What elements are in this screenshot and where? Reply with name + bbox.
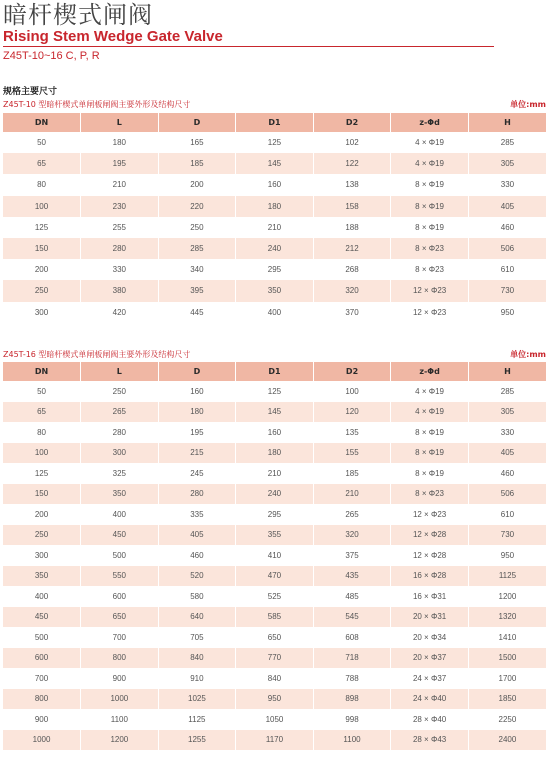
table-cell: 700	[81, 627, 159, 648]
table-cell: 8 × Φ19	[391, 217, 469, 238]
table-cell: 210	[236, 463, 314, 484]
table-cell: 840	[158, 648, 236, 669]
table-row	[3, 566, 546, 587]
table-cell: 730	[468, 280, 546, 301]
section-title: 规格主要尺寸	[3, 87, 58, 97]
table-cell: 460	[158, 545, 236, 566]
table-cell: 195	[81, 153, 159, 174]
table-cell: 420	[81, 302, 159, 323]
table-row	[3, 174, 546, 195]
table-cell: 200	[3, 259, 81, 280]
table-cell: 8 × Φ19	[391, 422, 469, 443]
table-cell: 4 × Φ19	[391, 381, 469, 402]
table-cell: 80	[3, 422, 81, 443]
table-cell: 100	[3, 196, 81, 217]
table-cell: 100	[3, 443, 81, 464]
table-cell: 180	[81, 132, 159, 153]
table-cell: 410	[236, 545, 314, 566]
column-header: D	[158, 362, 236, 381]
table-cell: 900	[81, 668, 159, 689]
table-cell: 1170	[236, 730, 314, 751]
table-cell: 1700	[468, 668, 546, 689]
table-cell: 610	[468, 259, 546, 280]
table-cell: 350	[3, 566, 81, 587]
table-cell: 50	[3, 132, 81, 153]
table-cell: 155	[313, 443, 391, 464]
table-cell: 1500	[468, 648, 546, 669]
table-cell: 1850	[468, 689, 546, 710]
table-cell: 285	[468, 381, 546, 402]
table-cell: 8 × Φ23	[391, 259, 469, 280]
table-row	[3, 504, 546, 525]
table-cell: 12 × Φ23	[391, 302, 469, 323]
table-cell: 1000	[81, 689, 159, 710]
table-row	[3, 648, 546, 669]
table-cell: 12 × Φ28	[391, 545, 469, 566]
table-cell: 135	[313, 422, 391, 443]
table-cell: 220	[158, 196, 236, 217]
table-cell: 950	[468, 302, 546, 323]
table1-unit: 单位:mm	[510, 100, 546, 109]
table-cell: 265	[81, 402, 159, 423]
table-cell: 185	[313, 463, 391, 484]
table-cell: 250	[81, 381, 159, 402]
table-row	[3, 627, 546, 648]
table-cell: 335	[158, 504, 236, 525]
table-cell: 122	[313, 153, 391, 174]
table-cell: 28 × Φ40	[391, 709, 469, 730]
table2-caption: Z45T-16 型暗杆楔式单闸板闸阀主要外形及结构尺寸	[3, 350, 191, 359]
table-cell: 545	[313, 607, 391, 628]
table-cell: 2400	[468, 730, 546, 751]
table-cell: 65	[3, 402, 81, 423]
table-cell: 158	[313, 196, 391, 217]
table-cell: 28 × Φ43	[391, 730, 469, 751]
table-cell: 12 × Φ23	[391, 280, 469, 301]
table-cell: 1100	[81, 709, 159, 730]
table-cell: 160	[158, 381, 236, 402]
column-header: DN	[3, 113, 81, 132]
table-cell: 12 × Φ23	[391, 504, 469, 525]
table-cell: 185	[158, 153, 236, 174]
column-header: L	[81, 113, 159, 132]
table-cell: 125	[236, 132, 314, 153]
table-cell: 8 × Φ19	[391, 463, 469, 484]
column-header: D1	[236, 113, 314, 132]
dimension-table-z45t-10	[3, 113, 546, 323]
table-cell: 80	[3, 174, 81, 195]
table-cell: 4 × Φ19	[391, 402, 469, 423]
table-cell: 608	[313, 627, 391, 648]
table-row	[3, 196, 546, 217]
table-cell: 4 × Φ19	[391, 132, 469, 153]
table-cell: 585	[236, 607, 314, 628]
table-row	[3, 217, 546, 238]
page-title-cn: 暗杆楔式闸阀	[3, 1, 153, 29]
table-row	[3, 259, 546, 280]
column-header: z-Φd	[391, 362, 469, 381]
table-cell: 470	[236, 566, 314, 587]
table1-caption: Z45T-10 型暗杆楔式单闸板闸阀主要外形及结构尺寸	[3, 100, 191, 109]
table-cell: 160	[236, 422, 314, 443]
table-cell: 265	[313, 504, 391, 525]
table-cell: 435	[313, 566, 391, 587]
table-cell: 800	[3, 689, 81, 710]
table-cell: 210	[81, 174, 159, 195]
table-cell: 500	[81, 545, 159, 566]
table-cell: 300	[81, 443, 159, 464]
title-divider	[3, 46, 494, 47]
table-cell: 212	[313, 238, 391, 259]
table-cell: 255	[81, 217, 159, 238]
table-cell: 405	[158, 525, 236, 546]
table-cell: 12 × Φ28	[391, 525, 469, 546]
table-row	[3, 422, 546, 443]
column-header: z-Φd	[391, 113, 469, 132]
table-cell: 770	[236, 648, 314, 669]
table-cell: 340	[158, 259, 236, 280]
table-row	[3, 402, 546, 423]
table-cell: 400	[236, 302, 314, 323]
table-cell: 20 × Φ34	[391, 627, 469, 648]
column-header: D	[158, 113, 236, 132]
table-cell: 400	[3, 586, 81, 607]
table-cell: 100	[313, 381, 391, 402]
table-cell: 580	[158, 586, 236, 607]
column-header: H	[468, 362, 546, 381]
table-cell: 295	[236, 504, 314, 525]
table-cell: 210	[313, 484, 391, 505]
table-cell: 305	[468, 153, 546, 174]
table-cell: 280	[158, 484, 236, 505]
table-row	[3, 280, 546, 301]
table-cell: 900	[3, 709, 81, 730]
table-cell: 330	[468, 174, 546, 195]
table-row	[3, 443, 546, 464]
table-cell: 20 × Φ37	[391, 648, 469, 669]
table-cell: 50	[3, 381, 81, 402]
table-row	[3, 238, 546, 259]
table-cell: 550	[81, 566, 159, 587]
table-cell: 325	[81, 463, 159, 484]
table-cell: 350	[236, 280, 314, 301]
table-cell: 280	[81, 238, 159, 259]
table-cell: 506	[468, 238, 546, 259]
table-cell: 700	[3, 668, 81, 689]
table-cell: 240	[236, 238, 314, 259]
table-cell: 520	[158, 566, 236, 587]
table-cell: 215	[158, 443, 236, 464]
table-cell: 525	[236, 586, 314, 607]
table-cell: 1200	[81, 730, 159, 751]
table-row	[3, 545, 546, 566]
table-cell: 898	[313, 689, 391, 710]
table-cell: 600	[3, 648, 81, 669]
table-cell: 485	[313, 586, 391, 607]
table-row	[3, 153, 546, 174]
column-header: D1	[236, 362, 314, 381]
table-cell: 950	[468, 545, 546, 566]
table-row	[3, 381, 546, 402]
table-cell: 718	[313, 648, 391, 669]
table-cell: 250	[3, 280, 81, 301]
table-cell: 180	[236, 196, 314, 217]
table-cell: 245	[158, 463, 236, 484]
table-header-row	[3, 362, 546, 381]
table-cell: 1125	[468, 566, 546, 587]
table-cell: 610	[468, 504, 546, 525]
table-cell: 998	[313, 709, 391, 730]
table-row	[3, 607, 546, 628]
table-cell: 250	[158, 217, 236, 238]
table-cell: 8 × Φ23	[391, 238, 469, 259]
table-cell: 102	[313, 132, 391, 153]
table-cell: 300	[3, 545, 81, 566]
table-cell: 4 × Φ19	[391, 153, 469, 174]
table-cell: 330	[468, 422, 546, 443]
table-cell: 285	[468, 132, 546, 153]
table-cell: 125	[3, 463, 81, 484]
table2-unit: 单位:mm	[510, 350, 546, 359]
table-cell: 230	[81, 196, 159, 217]
table-cell: 8 × Φ23	[391, 484, 469, 505]
table-cell: 268	[313, 259, 391, 280]
table-cell: 16 × Φ31	[391, 586, 469, 607]
table-cell: 20 × Φ31	[391, 607, 469, 628]
dimension-table-z45t-16	[3, 362, 546, 750]
table-cell: 1050	[236, 709, 314, 730]
table-cell: 650	[236, 627, 314, 648]
table-cell: 1100	[313, 730, 391, 751]
table-cell: 200	[3, 504, 81, 525]
table-cell: 506	[468, 484, 546, 505]
table-cell: 165	[158, 132, 236, 153]
table-cell: 1320	[468, 607, 546, 628]
table-cell: 405	[468, 196, 546, 217]
table-cell: 380	[81, 280, 159, 301]
table-cell: 460	[468, 217, 546, 238]
table-cell: 24 × Φ40	[391, 689, 469, 710]
table-cell: 405	[468, 443, 546, 464]
column-header: H	[468, 113, 546, 132]
table-row	[3, 689, 546, 710]
table-cell: 800	[81, 648, 159, 669]
table-cell: 180	[158, 402, 236, 423]
table-cell: 400	[81, 504, 159, 525]
table-cell: 8 × Φ19	[391, 196, 469, 217]
table-row	[3, 525, 546, 546]
table-cell: 285	[158, 238, 236, 259]
table-cell: 200	[158, 174, 236, 195]
table-cell: 640	[158, 607, 236, 628]
table-cell: 1200	[468, 586, 546, 607]
table-row	[3, 132, 546, 153]
table-cell: 240	[236, 484, 314, 505]
table-cell: 788	[313, 668, 391, 689]
table-cell: 370	[313, 302, 391, 323]
table-cell: 395	[158, 280, 236, 301]
table-cell: 250	[3, 525, 81, 546]
table-cell: 145	[236, 402, 314, 423]
model-subtitle: Z45T-10~16 C, P, R	[3, 50, 100, 62]
table-cell: 705	[158, 627, 236, 648]
table-cell: 1025	[158, 689, 236, 710]
table-cell: 1410	[468, 627, 546, 648]
table-cell: 1000	[3, 730, 81, 751]
table-cell: 330	[81, 259, 159, 280]
table-cell: 125	[3, 217, 81, 238]
table-cell: 150	[3, 484, 81, 505]
table-cell: 150	[3, 238, 81, 259]
table-row	[3, 484, 546, 505]
table-cell: 500	[3, 627, 81, 648]
table-cell: 840	[236, 668, 314, 689]
column-header: D2	[313, 362, 391, 381]
table-cell: 120	[313, 402, 391, 423]
column-header: D2	[313, 113, 391, 132]
table-cell: 375	[313, 545, 391, 566]
table-cell: 320	[313, 525, 391, 546]
table-header-row	[3, 113, 546, 132]
table-row	[3, 302, 546, 323]
table-cell: 460	[468, 463, 546, 484]
table-cell: 8 × Φ19	[391, 443, 469, 464]
column-header: L	[81, 362, 159, 381]
table-row	[3, 730, 546, 751]
table-cell: 138	[313, 174, 391, 195]
table-cell: 1255	[158, 730, 236, 751]
table-cell: 730	[468, 525, 546, 546]
table-row	[3, 463, 546, 484]
page-title-en: Rising Stem Wedge Gate Valve	[3, 28, 223, 45]
table-row	[3, 586, 546, 607]
table-cell: 1125	[158, 709, 236, 730]
table-cell: 125	[236, 381, 314, 402]
table-cell: 450	[3, 607, 81, 628]
table-cell: 355	[236, 525, 314, 546]
table-row	[3, 709, 546, 730]
table-cell: 305	[468, 402, 546, 423]
table-cell: 450	[81, 525, 159, 546]
table-cell: 195	[158, 422, 236, 443]
table-cell: 145	[236, 153, 314, 174]
column-header: DN	[3, 362, 81, 381]
table-cell: 210	[236, 217, 314, 238]
table-cell: 16 × Φ28	[391, 566, 469, 587]
table-cell: 2250	[468, 709, 546, 730]
table-cell: 65	[3, 153, 81, 174]
table-cell: 950	[236, 689, 314, 710]
table-cell: 8 × Φ19	[391, 174, 469, 195]
table-cell: 445	[158, 302, 236, 323]
table-cell: 24 × Φ37	[391, 668, 469, 689]
table-cell: 600	[81, 586, 159, 607]
table-row	[3, 668, 546, 689]
table-cell: 320	[313, 280, 391, 301]
table-cell: 910	[158, 668, 236, 689]
table-cell: 160	[236, 174, 314, 195]
table-cell: 180	[236, 443, 314, 464]
table-cell: 280	[81, 422, 159, 443]
table-cell: 650	[81, 607, 159, 628]
table-cell: 300	[3, 302, 81, 323]
table-cell: 350	[81, 484, 159, 505]
table-cell: 188	[313, 217, 391, 238]
table-cell: 295	[236, 259, 314, 280]
